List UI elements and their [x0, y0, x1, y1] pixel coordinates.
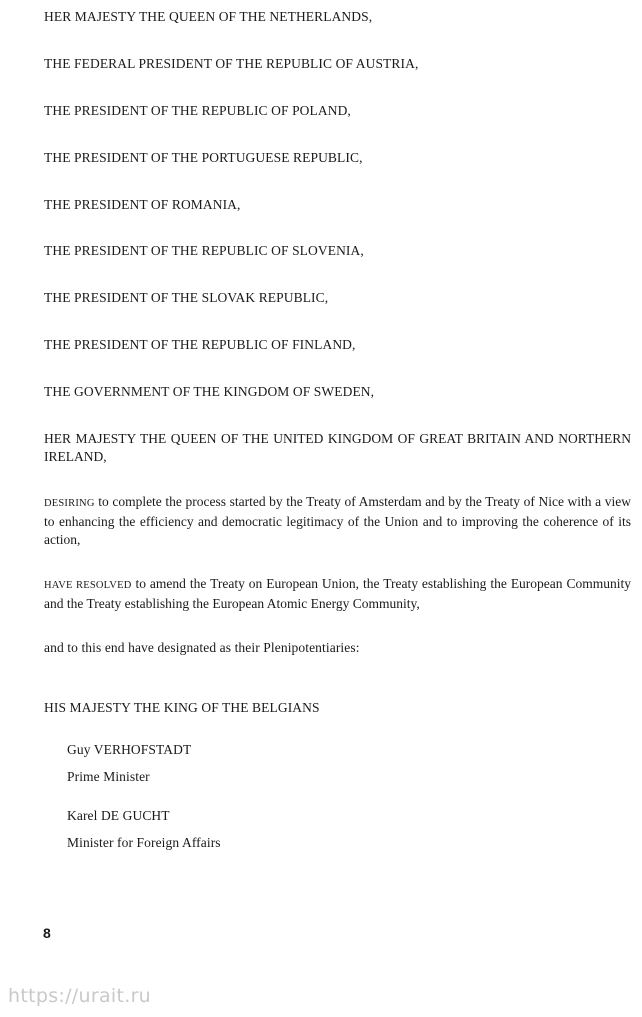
- plenipotentiary-name: Guy VERHOFSTADT: [67, 742, 192, 757]
- watermark-url: https://urait.ru: [8, 985, 152, 1007]
- signatory-austria: THE FEDERAL PRESIDENT OF THE REPUBLIC OF AUSTRIA,: [44, 56, 419, 71]
- desiring-lead: DESIRING: [44, 498, 95, 509]
- resolved-lead: HAVE RESOLVED: [44, 580, 132, 591]
- resolved-paragraph: [44, 575, 631, 613]
- signatory-sweden: THE GOVERNMENT OF THE KINGDOM OF SWEDEN,: [44, 384, 375, 399]
- plenipotentiary-title: Prime Minister: [67, 769, 150, 784]
- signatory-netherlands: HER MAJESTY THE QUEEN OF THE NETHERLANDS,: [44, 9, 373, 24]
- signatory-united-kingdom: HER MAJESTY THE QUEEN OF THE UNITED KINGDOM OF GREAT BRITAIN AND NORTHERN IRELAND,: [44, 431, 631, 464]
- desiring-text: to complete the process started by the Treaty of Amsterdam and by the Treaty of Nice with a view to enhancing the efficiency and democratic legitimacy of the Union and to improving the coherence of its action,: [44, 494, 631, 547]
- resolved-text: to amend the Treaty on European Union, the Treaty establishing the European Community and the Treaty establishing the European Atomic Energy Community,: [44, 576, 632, 611]
- belgium-heading: HIS MAJESTY THE KING OF THE BELGIANS: [44, 700, 320, 715]
- signatory-romania: THE PRESIDENT OF ROMANIA,: [44, 197, 241, 212]
- signatory-portugal: THE PRESIDENT OF THE PORTUGUESE REPUBLIC,: [44, 150, 363, 165]
- signatory-finland: THE PRESIDENT OF THE REPUBLIC OF FINLAND,: [44, 337, 356, 352]
- plenipotentiary-title: Minister for Foreign Affairs: [67, 835, 221, 850]
- page-number: 8: [43, 925, 51, 941]
- signatory-slovakia: THE PRESIDENT OF THE SLOVAK REPUBLIC,: [44, 290, 329, 305]
- desiring-paragraph: [44, 493, 631, 549]
- signatory-slovenia: THE PRESIDENT OF THE REPUBLIC OF SLOVENIA,: [44, 243, 364, 258]
- signatory-poland: THE PRESIDENT OF THE REPUBLIC OF POLAND,: [44, 103, 351, 118]
- plenipotentiary-name: Karel DE GUCHT: [67, 808, 170, 823]
- designated-sentence: and to this end have designated as their Plenipotentiaries:: [44, 640, 360, 655]
